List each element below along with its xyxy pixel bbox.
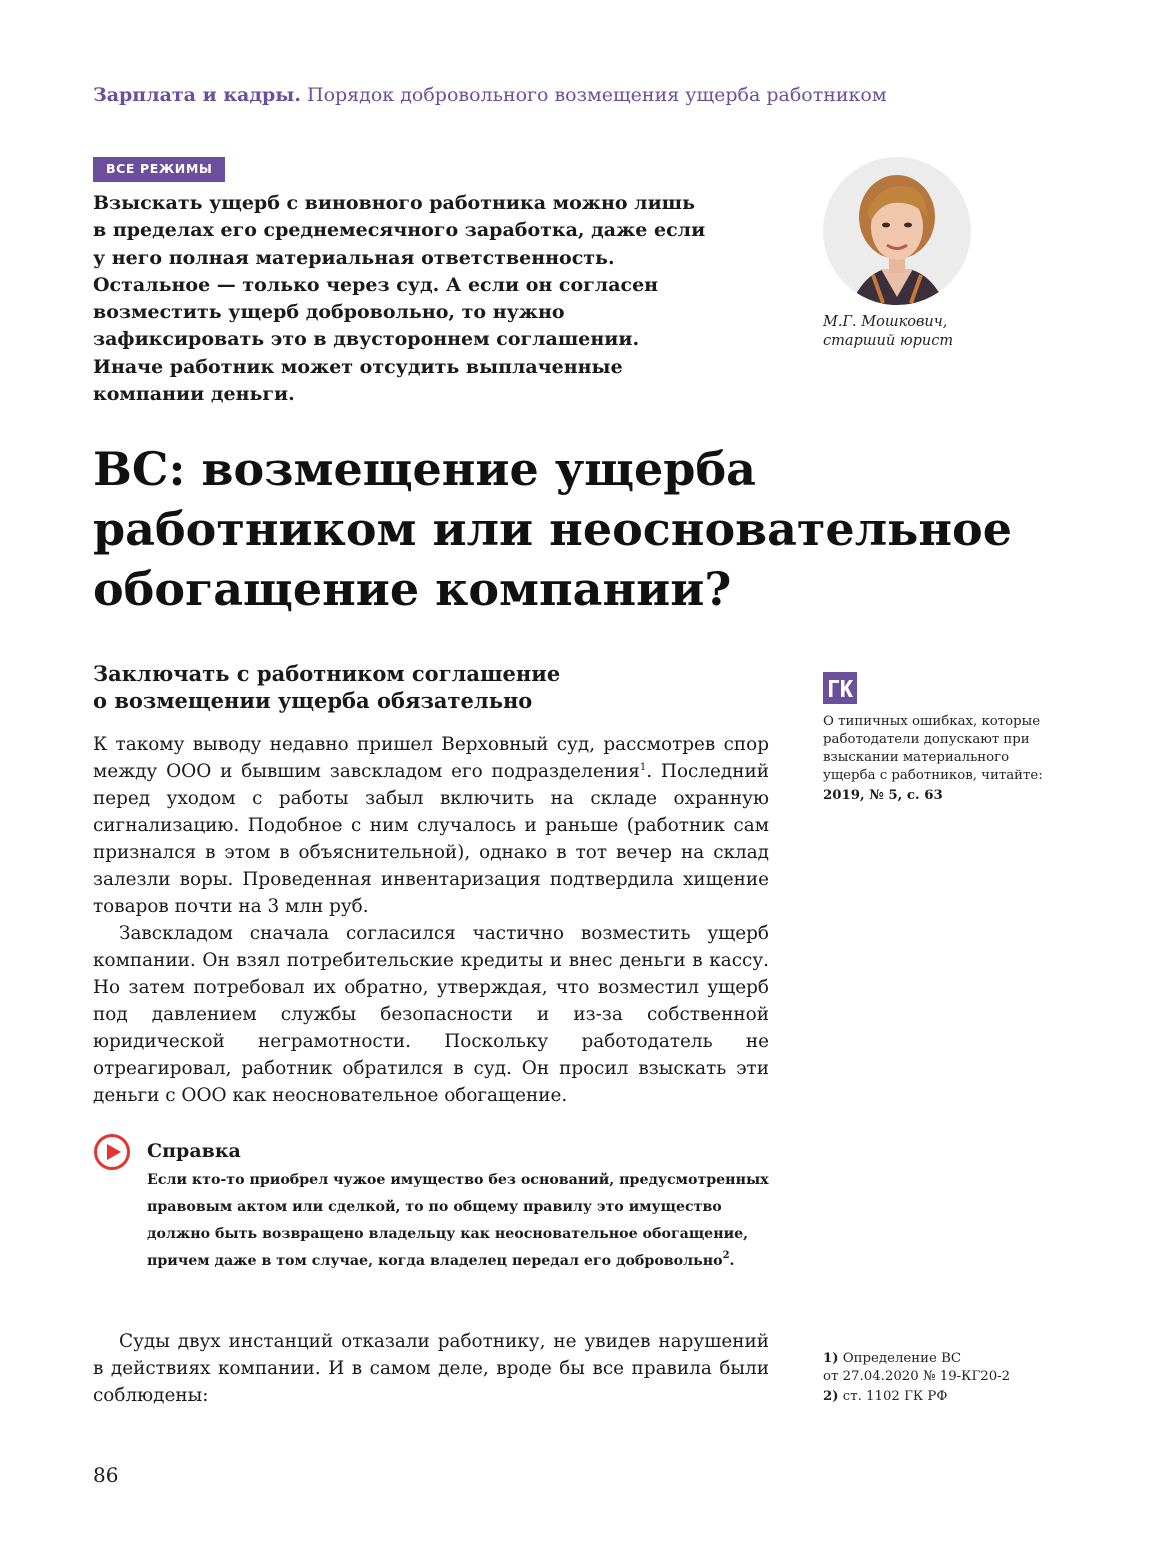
section-subtitle (93, 660, 713, 714)
footnote-1 (823, 1350, 1010, 1386)
regime-tag: ВСЕ РЕЖИМЫ (93, 157, 225, 182)
lead-line: зафиксировать это в двустороннем соглашении. (93, 328, 640, 351)
footnote-2 (823, 1388, 947, 1406)
title-line: обогащение компании? (93, 562, 732, 616)
spravka-end: . (729, 1253, 735, 1269)
lead-line: у него полная материальная ответственность. (93, 246, 615, 269)
article-title (93, 439, 1083, 619)
sidebar-note: О типичных ошибках, которые работодатели допускают при взыскании материального ущерба с работников, читайте: (823, 714, 1043, 783)
body-block-2 (93, 1328, 769, 1409)
play-icon (93, 1133, 131, 1171)
author-name: М.Г. Мошкович, (823, 314, 948, 330)
lead-line: возместить ущерб добровольно, то нужно (93, 301, 565, 324)
paragraph-1-text-cont: . Последний перед уходом с работы забыл включить на складе охранную сигнализацию. Подобное с ним случалось и раньше (работник сам признался в этом в объяснительной), однако в тот вечер на склад залезли воры. Проведенная инвентаризация подтвердила хищение товаров почти на 3 млн руб. (93, 761, 770, 917)
header-title: Порядок добровольного возмещения ущерба работником (307, 84, 887, 106)
paragraph-1 (93, 731, 769, 920)
lead-line: Остальное — только через суд. А если он согласен (93, 273, 659, 296)
paragraph-2: Завскладом сначала согласился частично возместить ущерб компании. Он взял потребительские кредиты и внес деньги в кассу. Но затем потребовал их обратно, утверждая, что возместил ущерб под давлением службы безопасности и из-за собственной юридической неграмотности. Поскольку работодатель не отреагировал, работник обратился в суд. Он просил взыскать эти деньги с ООО как неосновательное обогащение. (93, 923, 769, 1106)
footnote-1-line2: от 27.04.2020 № 19-КГ20-2 (823, 1369, 1011, 1384)
subtitle-line: о возмещении ущерба обязательно (93, 688, 533, 713)
footnote-2-text: ст. 1102 ГК РФ (842, 1389, 948, 1404)
page-number: 86 (93, 1463, 119, 1487)
gk-logo-icon (823, 672, 857, 704)
lead-paragraph (93, 190, 743, 408)
footnote-1-num: 1) (823, 1351, 839, 1366)
footnote-1-line1: Определение ВС (842, 1351, 962, 1366)
footnote-ref-2[interactable]: 2 (722, 1250, 730, 1261)
title-line: работником или неосновательное (93, 502, 1012, 556)
spravka-title: Справка (147, 1140, 241, 1162)
running-header (93, 84, 887, 106)
body-block-1 (93, 731, 769, 1109)
paragraph-1-text: К такому выводу недавно пришел Верховный суд, рассмотрев спор между ООО и бывшим завскладом его подразделения (93, 734, 769, 782)
author-caption (823, 313, 953, 351)
header-section: Зарплата и кадры. (93, 84, 301, 106)
spravka-text (147, 1167, 769, 1275)
sidebar-reference[interactable]: 2019, № 5, с. 63 (823, 788, 943, 803)
lead-line: компании деньги. (93, 383, 295, 406)
lead-line: в пределах его среднемесячного заработка, даже если (93, 219, 706, 242)
author-portrait (823, 157, 971, 305)
lead-line: Иначе работник может отсудить выплаченные (93, 355, 623, 378)
spravka-body: Если кто-то приобрел чужое имущество без оснований, предусмотренных правовым актом или сделкой, то по общему правилу это имущество должно быть возвращено владельцу как неосновательное обогащение, причем даже в том случае, когда владелец передал его добровольно (147, 1172, 769, 1269)
footnote-ref-1[interactable]: 1 (639, 762, 647, 773)
subtitle-line: Заключать с работником соглашение (93, 661, 561, 686)
footnote-2-num: 2) (823, 1389, 839, 1404)
lead-line: Взыскать ущерб с виновного работника можно лишь (93, 192, 695, 214)
title-line: ВС: возмещение ущерба (93, 442, 756, 496)
paragraph-3: Суды двух инстанций отказали работнику, не увидев нарушений в действиях компании. И в самом деле, вроде бы все правила были соблюдены: (93, 1331, 769, 1406)
author-position: старший юрист (823, 333, 954, 349)
